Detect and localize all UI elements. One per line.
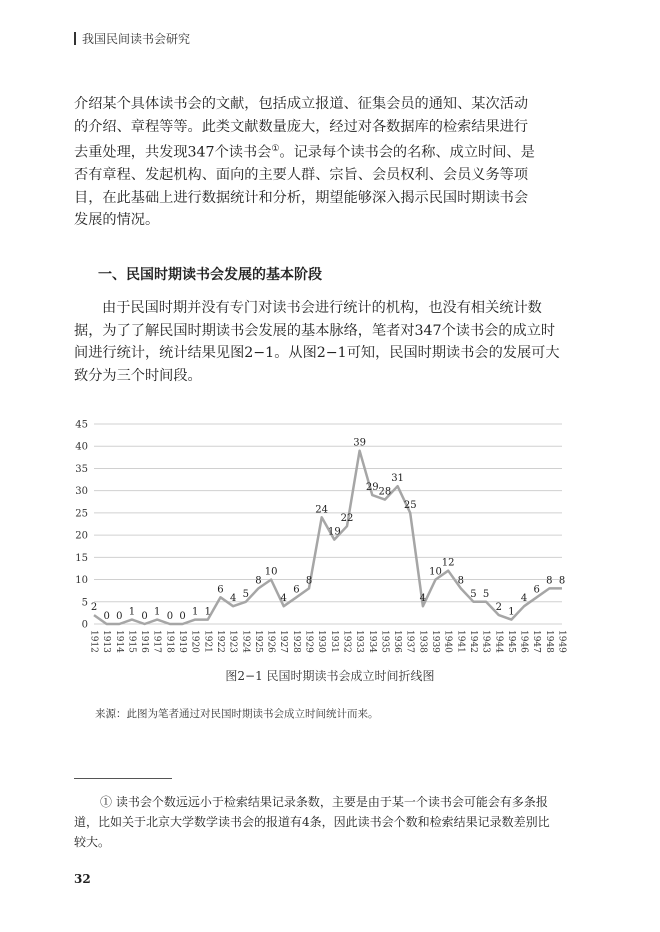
x-tick-label: 1920: [189, 630, 200, 653]
paragraph-2-line: 间进行统计，统计结果见图2−1。从图2−1可知，民国时期读书会的发展可大: [74, 345, 560, 361]
x-tick-label: 1930: [316, 630, 327, 653]
x-tick-label: 1945: [505, 630, 516, 653]
y-tick-label: 45: [75, 419, 88, 431]
figure-caption: 图2−1 民国时期读书会成立时间折线图: [225, 669, 435, 683]
page-number: 32: [74, 872, 91, 886]
paragraph-1-line: [74, 138, 584, 164]
data-label: 0: [179, 611, 186, 622]
data-label: 1: [128, 606, 136, 618]
x-tick-label: 1916: [139, 630, 150, 653]
x-tick-label: 1924: [240, 630, 251, 653]
y-tick-label: 40: [75, 441, 88, 453]
y-tick-label: 35: [75, 463, 88, 475]
paragraph-1-segment: 。记录每个读书会的名称、成立时间、是: [279, 144, 535, 161]
running-title: 我国民间读书会研究: [82, 32, 191, 46]
paragraph-2-line: 由于民国时期并没有专门对读书会进行统计的机构，也没有相关统计数: [102, 300, 542, 316]
y-tick-label: 15: [75, 552, 88, 564]
x-tick-label: 1949: [556, 630, 567, 653]
paragraph-2: [74, 297, 584, 387]
data-label: 4: [280, 593, 287, 605]
x-tick-label: 1912: [88, 630, 99, 653]
chart-gridlines: [94, 424, 562, 624]
x-tick-label: 1922: [214, 630, 225, 653]
paragraph-1-line: 目，在此基础上进行数据统计和分析，期望能够深入揭示民国时期读书会: [74, 189, 529, 206]
y-tick-label: 30: [75, 486, 88, 498]
data-label: 8: [546, 575, 553, 587]
data-label: 31: [391, 473, 404, 485]
paragraph-1-line: 的介绍、章程等等。此类文献数量庞大，经过对各数据库的检索结果进行: [74, 118, 529, 135]
footnote-line: 较大。: [74, 835, 111, 849]
data-label: 10: [429, 566, 442, 578]
x-tick-label: 1926: [265, 630, 276, 653]
data-label: 5: [242, 588, 249, 600]
x-tick-label: 1921: [202, 630, 213, 653]
data-label: 4: [419, 593, 427, 605]
x-tick-label: 1933: [354, 630, 365, 653]
chart-x-axis: [89, 630, 567, 653]
data-label: 8: [255, 575, 262, 587]
footnote-line: ① 读书会个数远远小于检索结果记录条数，主要是由于某一个读书会可能会有多条报: [100, 795, 548, 809]
data-label: 8: [558, 575, 566, 587]
x-tick-label: 1932: [341, 630, 352, 653]
data-label: 24: [315, 504, 329, 516]
footnote-line: 道，比如关于北京大学数学读书会的报道有4条，因此读书会个数和检索结果记录数差别比: [74, 815, 550, 829]
paragraph-1-line: 否有章程、发起机构、面向的主要人群、宗旨、会员权利、会员义务等项: [74, 167, 529, 184]
footnote-divider: [74, 778, 172, 779]
x-tick-label: 1939: [430, 630, 441, 653]
data-label: 29: [365, 482, 379, 494]
chart-y-axis: [75, 420, 88, 631]
data-label: 10: [264, 566, 278, 578]
x-tick-label: 1937: [404, 630, 415, 653]
x-tick-label: 1925: [252, 630, 263, 653]
data-label: 5: [470, 588, 477, 600]
data-label: 2: [495, 602, 502, 614]
y-tick-label: 20: [75, 530, 88, 542]
paragraph-1-line: 介绍某个具体读书会的文献，包括成立报道、征集会员的通知、某次活动: [74, 96, 529, 112]
x-tick-label: 1929: [303, 630, 314, 653]
y-tick-label: 10: [75, 575, 88, 587]
footnote-marker[interactable]: ①: [271, 144, 280, 154]
x-tick-label: 1915: [126, 630, 137, 653]
paragraph-1-segment: 去重处理，共发现347个读书会: [74, 144, 272, 161]
data-label: 39: [353, 437, 366, 449]
x-tick-label: 1918: [164, 630, 175, 653]
data-label: 5: [482, 588, 490, 600]
data-label: 1: [154, 606, 161, 618]
data-label: 19: [327, 526, 341, 538]
paragraph-2-line: 据，为了了解民国时期读书会发展的基本脉络，笔者对347个读书会的成立时: [74, 322, 556, 339]
x-tick-label: 1936: [392, 630, 403, 653]
y-tick-label: 25: [75, 508, 88, 520]
x-tick-label: 1947: [531, 630, 542, 653]
running-head: [74, 30, 190, 47]
data-label: 25: [403, 499, 417, 511]
data-label: 8: [305, 575, 313, 587]
x-tick-label: 1935: [379, 630, 390, 653]
paragraph-1: [74, 93, 584, 232]
paragraph-2-line: 致分为三个时间段。: [74, 367, 202, 384]
x-tick-label: 1943: [480, 630, 491, 653]
x-tick-label: 1923: [227, 630, 238, 653]
x-tick-label: 1942: [467, 630, 478, 653]
x-tick-label: 1914: [113, 630, 124, 653]
footnote: [74, 792, 584, 852]
section-heading: 一、民国时期读书会发展的基本阶段: [98, 267, 322, 283]
data-label: 12: [441, 557, 455, 569]
x-tick-label: 1931: [328, 630, 339, 653]
x-tick-label: 1938: [417, 630, 428, 653]
data-label: 0: [103, 611, 110, 622]
data-label: 0: [166, 611, 174, 622]
x-tick-label: 1948: [543, 630, 554, 653]
x-tick-label: 1934: [366, 630, 377, 653]
y-tick-label: 0: [81, 619, 88, 631]
data-label: 4: [520, 593, 528, 605]
paragraph-1-line: 发展的情况。: [74, 212, 160, 229]
chart-data-labels: [91, 438, 565, 622]
data-label: 1: [508, 606, 515, 618]
data-label: 22: [340, 513, 354, 525]
x-tick-label: 1946: [518, 630, 529, 653]
data-label: 0: [116, 611, 123, 622]
x-tick-label: 1928: [290, 630, 301, 653]
data-label: 2: [90, 602, 98, 614]
data-label: 6: [533, 584, 540, 596]
data-label: 4: [229, 593, 237, 605]
x-tick-label: 1940: [442, 630, 453, 653]
figure-source-note: 来源：此图为笔者通过对民国时期读书会成立时间统计而来。: [95, 708, 379, 720]
x-tick-label: 1919: [177, 630, 188, 653]
data-label: 1: [192, 606, 199, 618]
x-tick-label: 1917: [151, 630, 162, 653]
data-label: 1: [204, 606, 212, 618]
data-label: 8: [457, 575, 464, 587]
running-head-divider: [74, 32, 76, 45]
data-label: 0: [141, 611, 148, 622]
y-tick-label: 5: [81, 597, 88, 609]
data-label: 28: [378, 486, 392, 498]
data-label: 6: [293, 584, 300, 596]
x-tick-label: 1913: [101, 630, 112, 653]
line-chart: [74, 410, 574, 660]
x-tick-label: 1927: [278, 630, 289, 653]
x-tick-label: 1944: [493, 630, 504, 653]
x-tick-label: 1941: [455, 630, 466, 653]
data-label: 6: [217, 584, 224, 596]
